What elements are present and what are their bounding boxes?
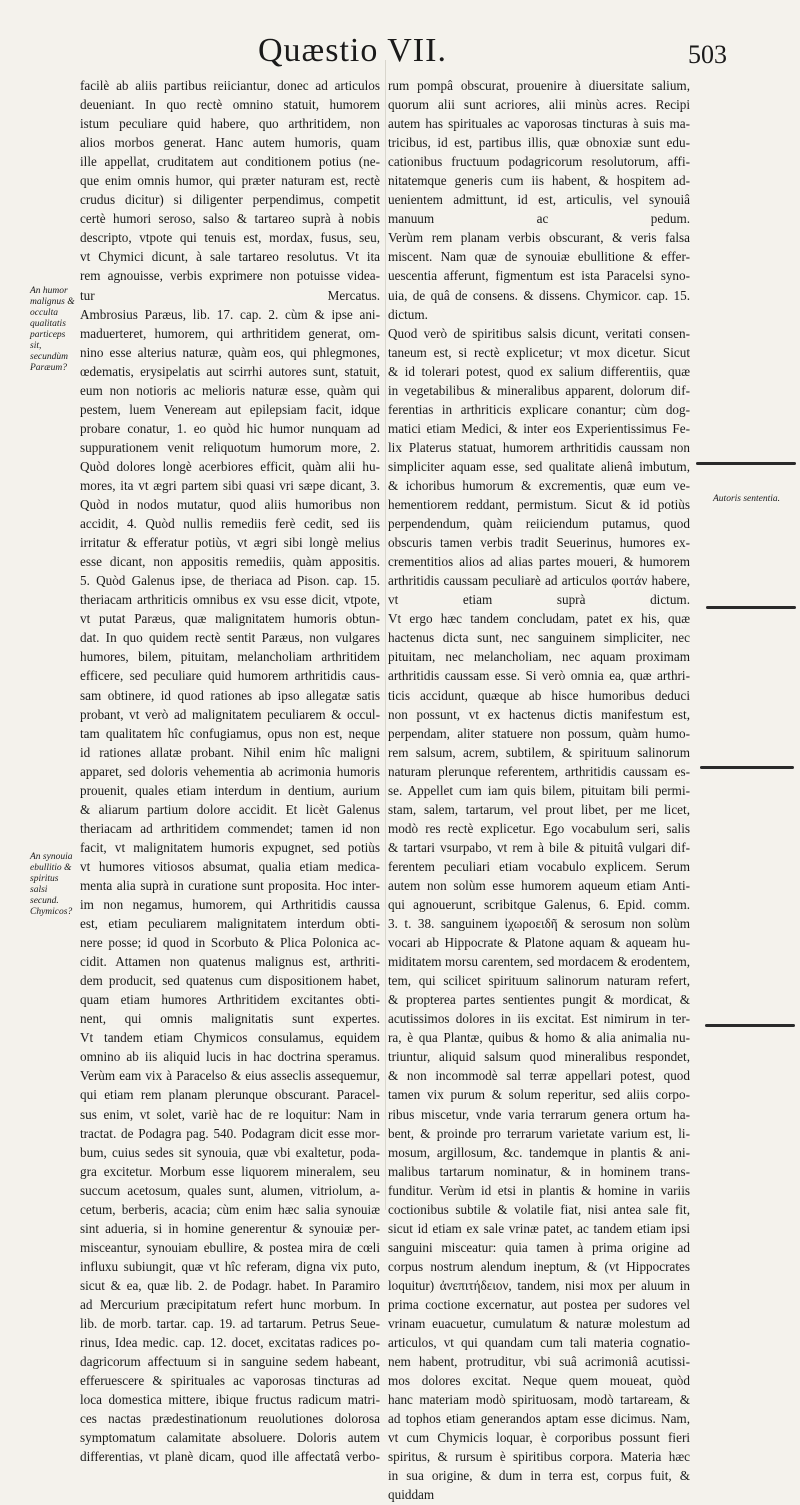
text-line: uia, de quâ de consens. & dissens. Chymicor. cap. 15. dictum. (388, 287, 690, 322)
text-line: sus enim, vt solet, variè hac de re loquitur: Nam in (80, 1106, 380, 1122)
text-line: symptomatum calamitate absoluere. Doloris autem (80, 1430, 380, 1446)
text-line: tractat. de Podagra pag. 540. Podagram dicit esse mor- (80, 1125, 380, 1141)
text-line: mosum, argillosum, &c. tandemque in plantis & ani- (388, 1144, 690, 1160)
text-line: esse dicant, non appositis remediis, quàm appositis. (80, 554, 380, 570)
right-text-column (388, 76, 690, 1505)
text-line: ferentias in arthriticis explicare conantur; cùm dog- (388, 401, 690, 417)
text-line: bum, cuius sedes sit synouia, quæ vbi exaltetur, poda- (80, 1144, 380, 1160)
text-line: cetum, berberis, acacia; cùm enim hæc salia synouiæ (80, 1201, 380, 1217)
text-line: triuntur, aliquid salsum quod mineralibus respondet, (388, 1049, 690, 1065)
text-line: lix Platerus statuat, humorem arthritidis caussam non (388, 439, 690, 455)
gutter-divider (385, 60, 386, 1210)
text-line: ferentem peculiari etiam vocabulo explicem. Serum (388, 858, 690, 874)
text-line: misceantur, synouiam ebullire, & postea mira de cœli (80, 1239, 380, 1255)
text-line: vt putat Paræus, quæ malignitatem humoris obtun- (80, 611, 380, 627)
text-line: ad Mercurium præcipitatum refert hunc morbum. In (80, 1297, 380, 1312)
text-line: crementitios alios ad alias partes moueri, & humorem (388, 554, 690, 570)
text-line: apparet, sed doloris vehementia ab acrimonia humoris (80, 763, 380, 779)
text-line: funditur. Verùm id etsi in plantis & homine in variis (388, 1182, 690, 1198)
text-line: id rationes allatæ probant. Nihil enim hîc maligni (80, 744, 380, 760)
text-line: coctionibus subtile & volatile fiat, nisi antea sale fit, (388, 1201, 690, 1217)
text-line: istum peculiare quid habere, quo arthritidem, non (80, 116, 380, 132)
text-line: & id tolerari potest, quod ex salium differentiis, quæ (388, 363, 690, 379)
text-line: nem habent, protruditur, vbi suâ acrimoniâ acutissi- (388, 1354, 690, 1370)
page-number: 503 (688, 40, 727, 69)
text-line: sicut id etiam ex sale vrinæ patet, ac tandem etiam ipsi (388, 1220, 690, 1236)
text-line: accidit, 4. Quòd nullis remediis ferè cedit, sed iis (80, 516, 380, 532)
text-line: sam obtinere, id quod rationes ab ipso allegatæ satis (80, 687, 380, 703)
margin-note-autoris: Autoris sententia. (713, 494, 781, 504)
text-line: influxu subiungit, quæ vt hîc referam, digna vix puto, (80, 1258, 380, 1274)
text-line: & ichoribus humorum & excrementis, quæ eum ve- (388, 477, 690, 493)
text-line: nent, qui omnis malignitatis sunt expertes. (80, 1011, 380, 1027)
text-line: malibus tartarum nominatur, & in hominem trans- (388, 1163, 690, 1179)
text-line: miscent. Nam quæ de synouiæ ebullitione & effer- (388, 249, 690, 265)
text-line: rem agnouisse, verbis exprimere non potuisse videa- (80, 268, 380, 284)
text-line: Vt tandem etiam Chymicos consulamus, equidem (80, 1030, 380, 1046)
text-line: & non incommodè sal terræ appellari potest, quod (388, 1068, 690, 1084)
text-line: simpliciter aquam esse, sed qualitate alienâ imbutum, (388, 458, 690, 474)
text-line: ribus miscetur, vnde varia terrarum genera ortum ha- (388, 1106, 690, 1122)
text-line: & aliarum partium dolore accidit. Et licèt Galenus (80, 801, 380, 817)
ink-mark (700, 766, 794, 769)
text-line: lib. de morb. tartar. cap. 19. ad tartarum. Petrus Seue- (80, 1316, 380, 1332)
text-line: sicut & ea, quæ lib. 2. de Podagr. habet. In Paramiro (80, 1277, 380, 1293)
text-line: Verùm rem planam verbis obscurant, & veris falsa (388, 230, 690, 246)
text-line: vt cum Chymicis loquar, è corporibus possunt fieri (388, 1430, 690, 1446)
text-line: ticis accidunt, quæque ab hisce humoribus deduci (388, 687, 690, 703)
text-line: dem producit, sed quatenus cum dispositionem habet, (80, 973, 380, 989)
text-line: vt Chymici dicunt, à sale tartareo resolutus. Vt ita (80, 249, 380, 265)
text-line: facit, vt malignitatem humoris expugnet, sed potiùs (80, 839, 380, 855)
margin-note-humor: An humor malignus & occulta qualitatis particeps sit, secundùm Paræum? (30, 286, 75, 373)
text-line: tur Mercatus. (80, 287, 380, 303)
text-line: Ambrosius Paræus, lib. 17. cap. 2. cùm & ipse ani- (80, 306, 380, 322)
text-line: vt humores vitiosos absumat, qualia etiam medica- (80, 858, 380, 874)
text-line: probare conatur, 1. eo quòd hic humor nunquam ad (80, 420, 380, 436)
text-line: non possunt, vt ex hactenus dictis manifestum est, (388, 706, 690, 722)
text-line: ces nactas prædestinationum reuolutiones dolorosa (80, 1411, 380, 1427)
text-line: in sua origine, & dum in terra est, corpus fuit, & (388, 1468, 690, 1484)
text-line: tamen vix purum & solum reperitur, sed aliis corpo- (388, 1087, 690, 1103)
text-line: prouenit, quales etiam interdum in dentium, aurium (80, 782, 380, 798)
text-line: & tartari vsurpabo, vt rem à bile & pituitâ vulgari dif- (388, 839, 690, 855)
ink-mark (706, 606, 796, 609)
text-line: sint adueria, si in homine generentur & synouiæ per- (80, 1220, 380, 1236)
text-line: ra, è qua Plantæ, quibus & homo & alia animalia nu- (388, 1030, 690, 1046)
text-line: dagricorum affectuum si in sanguine sedem habeant, (80, 1354, 380, 1370)
text-line: succum acetosum, quales sunt, alumen, vitriolum, a- (80, 1182, 380, 1198)
text-line: obscuris tamen verbis tradit Seuerinus, humores ex- (388, 535, 690, 551)
ink-mark (705, 1024, 795, 1027)
text-line: cationibus fructuum podagricorum resolutorum, affi- (388, 154, 690, 170)
text-line: autem non solùm esse humorem aqueum etiam Anti- (388, 877, 690, 893)
text-line: efficere, sed peculiare quid humorem arthritidis caus- (80, 668, 380, 684)
text-line: im non negamus, humorem, qui Arthritidis caussa (80, 897, 380, 913)
text-line: vocari ab Hippocrate & Platone aquam & aqueam hu- (388, 935, 690, 951)
text-line: bent, & proinde pro terrarum varietate varium est, li- (388, 1125, 690, 1141)
text-line: 3. t. 38. sanguinem ἰχωροειδῆ & serosum non solùm (388, 916, 690, 932)
text-line: miditatem morsu carentem, sed mordacem & erodentem, (388, 954, 690, 970)
text-line: cidit. Attamen non quatenus malignus est, arthriti- (80, 954, 380, 970)
text-line: stam, salem, tartarum, vel prout libet, per me licet, (388, 801, 690, 817)
text-line: quiddam (388, 1487, 435, 1503)
text-line: loca domestica mittere, ibique fructus radicum matri- (80, 1392, 380, 1408)
text-line: differentias, vt planè dicam, quod ille affectatâ verbo- (80, 1449, 380, 1465)
text-line: in vegetabilibus & mineralibus apparent, dolorum dif- (388, 382, 690, 398)
text-line: perpendendum, quàm reiiciendum putamus, quod (388, 516, 690, 532)
text-line: est, etiam peculiarem malignitatem interdum obti- (80, 916, 380, 932)
margin-note-synouia: An synouia ebullitio & spiritus salsi secund. Chymicos? (30, 852, 73, 917)
text-line: 5. Quòd Galenus ipse, de theriaca ad Pison. cap. 15. (80, 573, 380, 589)
text-line: vt etiam suprà dictum. (388, 592, 690, 608)
text-line: hanc materiam modò spirituosam, modò tartaream, & (388, 1392, 690, 1408)
text-line: pestem, luem Veneream aut epilepsiam facit, idque (80, 401, 380, 417)
text-line: quorum alii sunt acriores, alii minùs acres. Recipi (388, 97, 690, 113)
text-line: nino esse alterius naturæ, quàm eos, qui phlegmones, (80, 344, 380, 360)
text-line: theriacam ad arthritidem commendet; tamen id non (80, 820, 380, 836)
text-line: perpendam, aliter statuere non possum, quàm humo- (388, 725, 690, 741)
text-line: suppurationem venit reliquotum humorum more, 2. (80, 439, 380, 455)
text-line: œdematis, erysipelatis aut scirrhi autores sunt, statuit, (80, 363, 380, 379)
text-line: ille appellat, cruditatem aut conditionem potius (ne- (80, 154, 380, 170)
text-line: descripto, vtpote qui tenuis est, mordax, fusus, seu, (80, 230, 380, 246)
left-text-column (80, 76, 380, 1466)
text-line: tam qualitatem hîc confugiamus, opus non est, neque (80, 725, 380, 741)
text-line: gra excitetur. Morbum esse liquorem mineralem, seu (80, 1163, 380, 1179)
text-line: qui agnouerunt, scribitque Galenus, 6. Epid. comm. (388, 897, 690, 913)
text-line: rinus, Idea medic. cap. 12. docet, excitatas radices po- (80, 1335, 380, 1351)
text-line: Quòd in nodos mutatur, quod aliis humoribus non (80, 497, 380, 513)
text-line: articulos, vt qui quandam cum tali materia cognatio- (388, 1335, 690, 1351)
text-line: mos dolores excitat. Neque quem moueat, quòd (388, 1373, 690, 1389)
ink-mark (696, 462, 796, 465)
text-line: theriacam arthriticis omnibus ex vsu esse dicit, vtpote, (80, 592, 380, 608)
text-line: ad tophos etiam generandos aptam esse dicimus. Nam, (388, 1411, 690, 1427)
text-line: certè humori seroso, salso & tartareo suprà à nobis (80, 211, 380, 227)
text-line: se. Appellet cum iam quis bilem, pituitam bili permi- (388, 782, 690, 798)
text-line: arthritidis caussam peculiarè ad articulos φοιτάν habere, (388, 573, 690, 589)
text-line: prima coctione excernatur, aut postea per sudores vel (388, 1297, 690, 1312)
text-line: uescentia afferunt, figmentum est ista Paracelsi syno- (388, 268, 690, 284)
text-line: & propterea partes sentientes pungit & mordicat, & (388, 992, 690, 1008)
text-line: efferuescere & spirituales ac vaporosas tincturas ad (80, 1373, 380, 1389)
text-line: manuum ac pedum. (388, 211, 690, 227)
text-line: omnino ab iis aliquid lucis in hac doctrina speramus. (80, 1049, 380, 1065)
text-line: Quòd dolores longè acerbiores efficit, quàm alii hu- (80, 458, 380, 474)
text-line: matici etiam Medici, & inter eos Experientissimus Fe- (388, 420, 690, 436)
text-line: naturam plerunque referentem, arthritidis caussam es- (388, 763, 690, 779)
text-line: Vt ergo hæc tandem concludam, patet ex his, quæ (388, 611, 690, 627)
text-line: facilè ab aliis partibus reiiciantur, donec ad articulos (80, 78, 380, 93)
text-line: crudus dicitur) si diligenter perpendimus, competit (80, 192, 380, 208)
text-line: mores, ita vt ægri partem sibi quasi vri sæpe dicant, 3. (80, 477, 380, 493)
text-line: tricibus, id est, partibus illis, quæ obnoxiæ sunt edu- (388, 135, 690, 151)
text-line: arthritidis caussam esse. Si verò omnia ea, quæ arthri- (388, 668, 690, 684)
text-line: hactenus dicta sunt, nec sanguinem simpliciter, nec (388, 630, 690, 646)
text-line: corpus nostrum alendum ineptum, & (vt Hippocrates (388, 1258, 690, 1274)
text-line: loquitur) ἀνεπιτήδειον, tandem, nisi mox per aluum in (388, 1277, 690, 1293)
page-title: Quæstio VII. (258, 32, 447, 69)
text-line: probant, vt verò ad malignitatem peculiarem & occul- (80, 706, 380, 722)
text-line: spiritus, & rursum è spiritibus corpora. Materia hæc (388, 1449, 690, 1465)
text-line: irritatur & efferatur potiùs, vt ægri sibi longè melius (80, 535, 380, 551)
text-line: Quod verò de spiritibus salsis dicunt, veritati consen- (388, 325, 690, 341)
text-line: modò res rectè explicetur. Ego vocabulum seri, salis (388, 820, 690, 836)
text-line: uenientem admittunt, id est, articulis, vel synouiâ (388, 192, 690, 208)
text-line: eum non notioris ac melioris naturæ esse, quàm qui (80, 382, 380, 398)
text-line: deueniant. In quo rectè omnino statuit, humorem (80, 97, 380, 113)
text-line: hementiorem reddant, permistum. Sicut & id potiùs (388, 497, 690, 513)
text-line: que enim omnis humor, qui præter naturam est, rectè (80, 173, 380, 189)
text-line: dat. In quo quidem rectè sentit Paræus, non vulgares (80, 630, 380, 646)
text-line: pituitam, nec melancholiam, nec aquam proximam (388, 649, 690, 665)
text-line: humores, bilem, pituitam, melancholiam arthritidem (80, 649, 380, 665)
text-line: rem salsum, acrem, subtilem, & spirituum salinorum (388, 744, 690, 760)
text-line: tem, qui scilicet spirituum salinorum naturam refert, (388, 973, 690, 989)
text-line: Verùm eam vix à Paracelso & eius asseclis assequemur, (80, 1068, 380, 1084)
text-line: nitatemque generis cum iis habent, & hospitem ad- (388, 173, 690, 189)
text-line: alios morbos generat. Hanc autem humoris, quam (80, 135, 380, 151)
text-line: quam etiam humores Arthritidem excitantes obti- (80, 992, 380, 1008)
text-line: autem has spirituales ac vaporosas tincturas à suis ma- (388, 116, 690, 132)
text-line: nere posse; id quod in Scorbuto & Plica Polonica ac- (80, 935, 380, 951)
text-line: sanguini misceatur: quia tamen à prima origine ad (388, 1239, 690, 1255)
text-line: menta alia suprà in curatione sunt proposita. Hoc inter- (80, 877, 380, 893)
text-line: taneum est, si rectè explicetur; vt mox dicetur. Sicut (388, 344, 690, 360)
text-line: acutissimos dolores in iis excitat. Est nimirum in ter- (388, 1011, 690, 1027)
text-line: qui etiam rem planam plerunque obscurant. Paracel- (80, 1087, 380, 1103)
text-line: maduerteret, humorem, qui arthritidem generat, om- (80, 325, 380, 341)
text-line: rum pompâ obscurat, prouenire à diuersitate salium, (388, 78, 690, 93)
text-line: vrinam euacuetur, cumulatum & naturæ molestum ad (388, 1316, 690, 1332)
